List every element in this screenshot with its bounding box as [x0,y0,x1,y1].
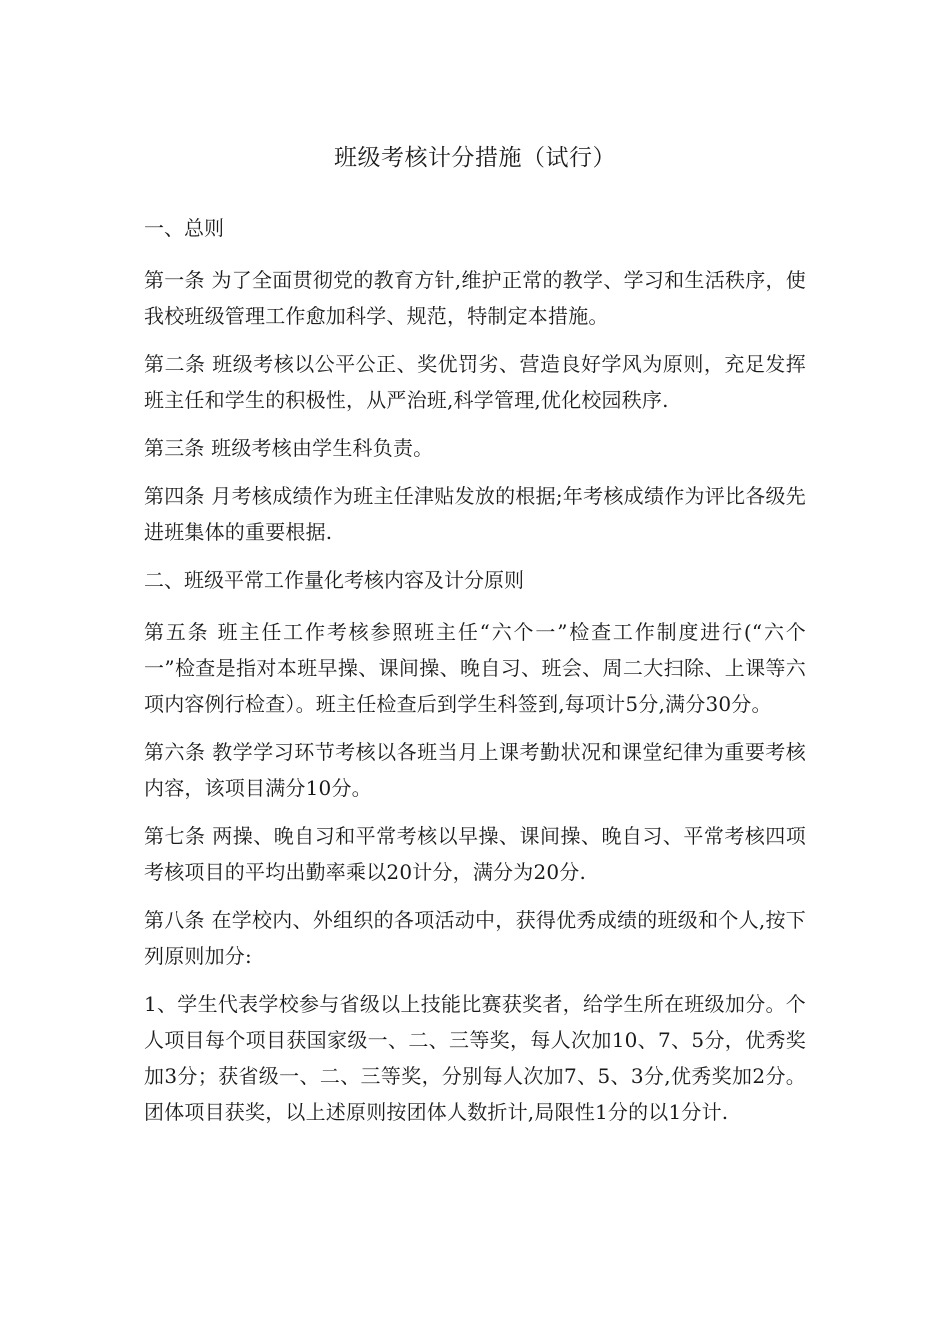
document-title: 班级考核计分措施（试行） [334,145,616,171]
article-4: 第四条 月考核成绩作为班主任津贴发放的根据;年考核成绩作为评比各级先进班集体的重要根据. [144,484,806,544]
article-7: 第七条 两操、晚自习和平常考核以早操、课间操、晚自习、平常考核四项考核项目的平均出勤率乘以20计分，满分为20分. [144,824,806,884]
article-6: 第六条 教学学习环节考核以各班当月上课考勤状况和课堂纪律为重要考核内容，该项目满分10分。 [144,740,806,800]
article-1: 第一条 为了全面贯彻党的教育方针,维护正常的教学、学习和生活秩序，使我校班级管理工作愈加科学、规范，特制定本措施。 [144,268,806,328]
article-3: 第三条 班级考核由学生科负责。 [144,436,434,460]
article-8: 第八条 在学校内、外组织的各项活动中，获得优秀成绩的班级和个人,按下列原则加分: [144,908,806,968]
section-heading-general: 一、总则 [144,216,224,240]
article-8-item-1: 1、学生代表学校参与省级以上技能比赛获奖者，给学生所在班级加分。个人项目每个项目获国家级一、二、三等奖，每人次加10、7、5分，优秀奖加3分；获省级一、二、三等奖，分别每人次加7、5、3分,优秀奖加2分。团体项目获奖，以上述原则按团体人数折计,局限性1分的以1分计. [144,992,806,1124]
document-page [144,140,806,1142]
section-heading-assessment: 二、班级平常工作量化考核内容及计分原则 [144,568,524,592]
article-2: 第二条 班级考核以公平公正、奖优罚劣、营造良好学风为原则，充足发挥班主任和学生的积极性，从严治班,科学管理,优化校园秩序. [144,352,806,412]
article-5: 第五条 班主任工作考核参照班主任“六个一”检查工作制度进行(“六个一”检查是指对本班早操、课间操、晚自习、班会、周二大扫除、上课等六项内容例行检查）。班主任检查后到学生科签到,每项计5分,满分30分。 [144,620,806,716]
